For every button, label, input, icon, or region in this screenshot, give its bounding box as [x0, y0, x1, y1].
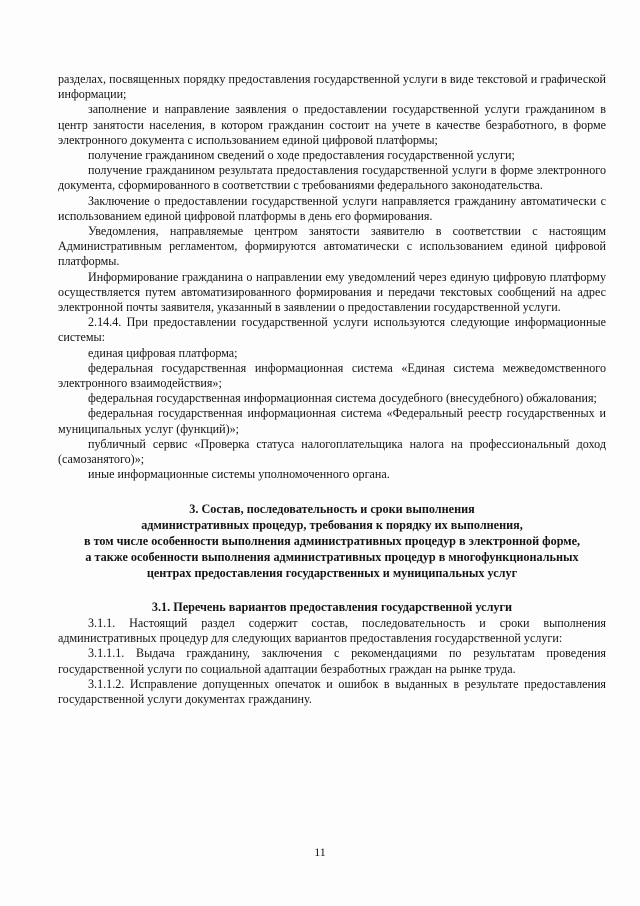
subsection-title: 3.1. Перечень вариантов предоставления государственной услуги: [151, 600, 513, 615]
paragraph: федеральная государственная информационная система «Единая система межведомственного электронного взаимодействия»;: [58, 360, 606, 391]
paragraph: 2.14.4. При предоставлении государственной услуги используются следующие информационные системы:: [58, 315, 606, 345]
section-title-line: а также особенности выполнения административных процедур в многофункциональных: [85, 549, 579, 564]
paragraph: Уведомления, направляемые центром занятости заявителю в соответствии с настоящим Административным регламентом, формируются автоматически с использованием единой цифровой платформы.: [58, 224, 606, 269]
paragraph: 3.1.1.1. Выдача гражданину, заключения с рекомендациями по результатам проведения государственной услуги по социальной адаптации безработных граждан на рынке труда.: [58, 646, 606, 676]
page-number: 11: [314, 845, 326, 859]
paragraph: 3.1.1. Настоящий раздел содержит состав, последовательность и сроки выполнения административных процедур для следующих вариантов предоставления государственной услуги:: [58, 616, 606, 646]
paragraph: разделах, посвященных порядку предоставления государственной услуги в виде текстовой и графической информации;: [58, 72, 606, 102]
bottom-paragraphs: [58, 616, 606, 707]
paragraph: Заключение о предоставлении государственной услуги направляется гражданину автоматически с использованием единой цифровой платформы в день его формирования.: [58, 193, 606, 223]
section-title: [58, 502, 606, 581]
paragraph: заполнение и направление заявления о предоставлении государственной услуги гражданином в центр занятости населения, в котором гражданин состоит на учете в качестве безработного, в форме электронного документа с использованием единой цифровой платформы;: [58, 102, 606, 147]
paragraph: федеральная государственная информационная система досудебного (внесудебного) обжалования;: [88, 391, 597, 406]
top-paragraphs: [58, 72, 606, 482]
section-title-line: центрах предоставления государственных и муниципальных услуг: [146, 565, 518, 580]
paragraph: единая цифровая платформа;: [88, 345, 238, 360]
paragraph: получение гражданином результата предоставления государственной услуги в форме электронного документа, сформированного в соответствии с требованиями федерального законодательства.: [58, 163, 606, 193]
section-title-line: в том числе особенности выполнения административных процедур в электронной форме,: [83, 534, 581, 549]
section-title-line: 3. Состав, последовательность и сроки выполнения: [189, 502, 475, 517]
paragraph: Информирование гражданина о направлении ему уведомлений через единую цифровую платформу осуществляется путем автоматизированного формирования и передачи текстовых сообщений на адрес электронной почты заявителя, указанный в заявлении о предоставлении государственной услуги.: [58, 269, 606, 315]
section-title-line: административных процедур, требования к порядку их выполнения,: [141, 518, 523, 533]
page-content: [58, 72, 606, 707]
paragraph: 3.1.1.2. Исправление допущенных опечаток и ошибок в выданных в результате предоставления государственной услуги документах гражданину.: [58, 676, 606, 707]
paragraph: получение гражданином сведений о ходе предоставления государственной услуги;: [88, 148, 515, 163]
paragraph: публичный сервис «Проверка статуса налогоплательщика налога на профессиональный доход (самозанятого)»;: [58, 436, 606, 467]
paragraph: иные информационные системы уполномоченного органа.: [88, 467, 390, 482]
paragraph: федеральная государственная информационная система «Федеральный реестр государственных и муниципальных услуг (функций)»;: [58, 406, 606, 436]
